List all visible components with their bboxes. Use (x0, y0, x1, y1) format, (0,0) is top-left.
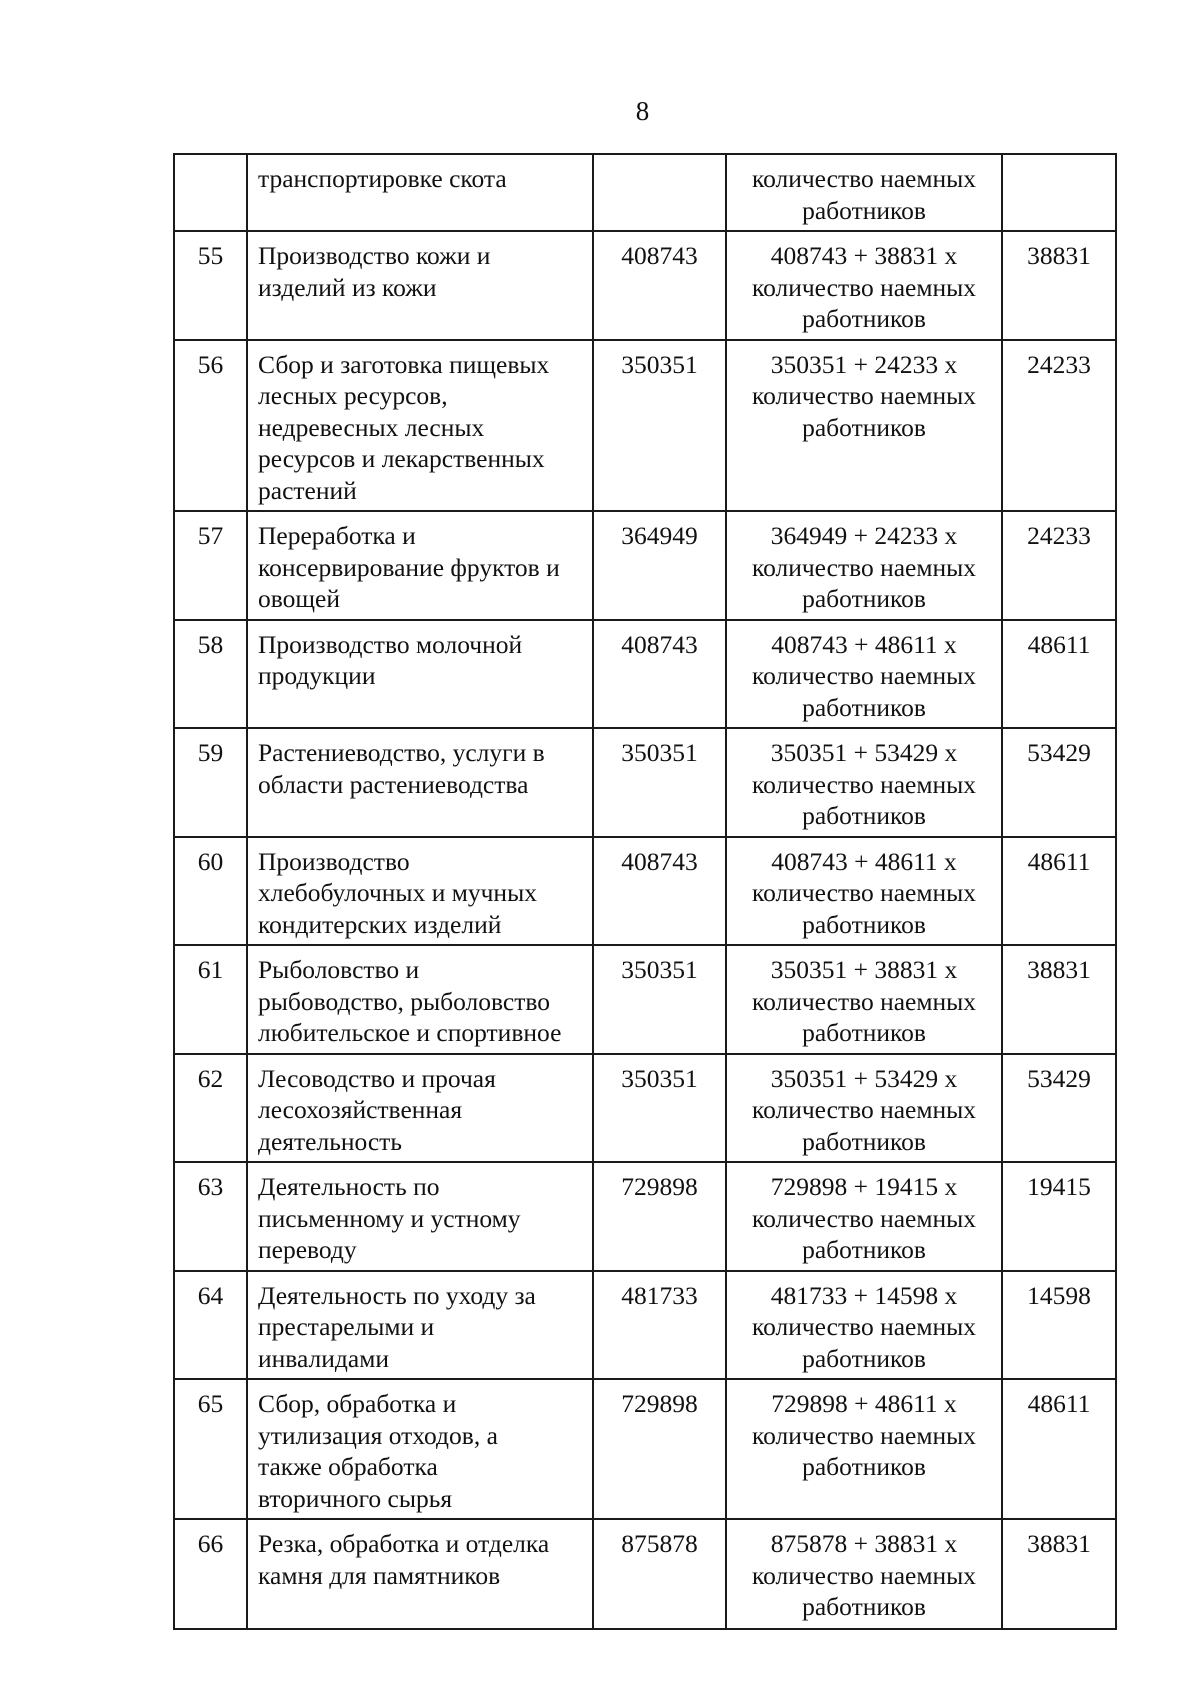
formula-workers-label: работников (802, 1343, 926, 1373)
activity-name-line: рыбоводство, рыболовство (258, 986, 551, 1016)
rate-value: 38831 (1002, 231, 1116, 340)
base-value: 408743 (593, 620, 726, 729)
activity-name-line: Лесоводство и прочая (258, 1063, 496, 1093)
table-row (174, 620, 1116, 729)
activity-name-line: продукции (258, 661, 376, 690)
activity-name-line: престарелыми и (258, 1312, 435, 1341)
row-number: 62 (174, 1054, 247, 1163)
row-number: 65 (174, 1379, 247, 1519)
formula-workers-label: количество наемных (751, 878, 977, 907)
activity-name-line: деятельность (258, 1126, 402, 1156)
formula-workers-label: работников (802, 1018, 926, 1047)
row-number: 56 (174, 340, 247, 512)
activity-name-line: письменному и устному (258, 1203, 521, 1233)
formula (726, 945, 1002, 1054)
formula-expression: 350351 + 53429 x (770, 738, 958, 767)
activity-name-line: Производство (258, 846, 410, 876)
formula-workers-label: количество наемных (751, 661, 977, 690)
activity-name (247, 1271, 593, 1380)
formula-expression: 408743 + 48611 x (771, 846, 957, 876)
activity-name-line: Деятельность по уходу за (258, 1280, 536, 1310)
rate-value: 24233 (1002, 511, 1116, 620)
activity-name-line: Сбор и заготовка пищевых (258, 349, 550, 379)
formula-expression: 350351 + 38831 x (770, 955, 958, 984)
formula (726, 728, 1002, 837)
activity-name-line: лесохозяйственная (258, 1095, 463, 1124)
rate-value (1002, 154, 1116, 231)
activity-name-line: переводу (258, 1235, 357, 1264)
table-row (174, 837, 1116, 946)
table-row (174, 1379, 1116, 1519)
formula-workers-label: работников (802, 909, 926, 939)
activity-name (247, 837, 593, 946)
activity-name-line: Сбор, обработка и (258, 1389, 457, 1418)
base-value: 408743 (593, 231, 726, 340)
formula-workers-label: количество наемных (751, 164, 977, 193)
table-row (174, 231, 1116, 340)
table-row (174, 945, 1116, 1054)
row-number: 66 (174, 1519, 247, 1629)
table-body (174, 154, 1116, 1629)
base-value: 875878 (593, 1519, 726, 1629)
activity-name-line: транспортировке скота (258, 164, 507, 193)
formula-expression: 481733 + 14598 x (770, 1280, 958, 1310)
formula-workers-label: количество наемных (751, 1560, 977, 1590)
base-value: 350351 (593, 340, 726, 512)
formula-workers-label: количество наемных (751, 381, 977, 410)
rate-value: 48611 (1002, 837, 1116, 946)
formula-expression: 408743 + 48611 x (771, 629, 957, 659)
formula-workers-label: работников (802, 801, 926, 830)
activity-name-line: области растениеводства (258, 769, 529, 799)
formula-workers-label: работников (802, 412, 926, 442)
base-value: 729898 (593, 1162, 726, 1271)
activity-name (247, 511, 593, 620)
formula (726, 511, 1002, 620)
row-number: 61 (174, 945, 247, 1054)
row-number: 64 (174, 1271, 247, 1380)
activity-name (247, 945, 593, 1054)
activity-name-line: Растениеводство, услуги в (258, 738, 545, 767)
base-value (593, 154, 726, 231)
formula-expression: 408743 + 38831 x (770, 241, 958, 270)
base-value: 408743 (593, 837, 726, 946)
activity-name (247, 1379, 593, 1519)
activity-name-line: также обработка (258, 1452, 438, 1481)
formula-expression: 350351 + 24233 x (770, 349, 958, 379)
activity-name (247, 231, 593, 340)
row-number (174, 154, 247, 231)
page-number: 8 (635, 96, 650, 126)
table-row (174, 154, 1116, 231)
rate-value: 48611 (1002, 1379, 1116, 1519)
activity-name-line: консервирование фруктов и (258, 552, 560, 582)
formula (726, 340, 1002, 512)
activity-name-line: утилизация отходов, а (258, 1420, 498, 1450)
row-number: 57 (174, 511, 247, 620)
activity-name-line: Производство кожи и (258, 241, 491, 270)
activity-name-line: ресурсов и лекарственных (258, 444, 545, 473)
formula-expression: 729898 + 19415 x (770, 1172, 958, 1201)
tariff-table (173, 153, 1117, 1630)
activity-name-line: камня для памятников (258, 1560, 501, 1590)
row-number: 59 (174, 728, 247, 837)
base-value: 481733 (593, 1271, 726, 1380)
formula-workers-label: работников (802, 304, 926, 333)
rate-value: 48611 (1002, 620, 1116, 729)
formula-expression: 350351 + 53429 x (770, 1063, 958, 1093)
formula-workers-label: работников (802, 1235, 926, 1264)
activity-name-line: изделий из кожи (258, 272, 437, 302)
formula-workers-label: количество наемных (751, 272, 977, 302)
activity-name-line: Рыболовство и (258, 955, 420, 984)
formula-workers-label: работников (802, 1452, 926, 1481)
row-number: 60 (174, 837, 247, 946)
row-number: 63 (174, 1162, 247, 1271)
activity-name-line: кондитерских изделий (258, 909, 502, 939)
activity-name-line: Резка, обработка и отделка (258, 1529, 550, 1558)
formula-workers-label: количество наемных (751, 986, 977, 1016)
rate-value: 38831 (1002, 1519, 1116, 1629)
activity-name-line: Производство молочной (258, 629, 523, 659)
formula (726, 231, 1002, 340)
formula-expression: 729898 + 48611 x (771, 1389, 957, 1418)
activity-name (247, 340, 593, 512)
formula-expression: 875878 + 38831 x (770, 1529, 958, 1558)
formula-workers-label: работников (802, 195, 926, 225)
activity-name-line: любительское и спортивное (258, 1018, 562, 1047)
rate-value: 24233 (1002, 340, 1116, 512)
table-row (174, 1054, 1116, 1163)
table-row (174, 340, 1116, 512)
activity-name-line: инвалидами (258, 1343, 389, 1373)
activity-name (247, 728, 593, 837)
table-row (174, 1271, 1116, 1380)
formula-workers-label: количество наемных (751, 1203, 977, 1233)
activity-name-line: Деятельность по (258, 1172, 440, 1201)
activity-name (247, 1162, 593, 1271)
activity-name-line: овощей (258, 584, 340, 613)
row-number: 58 (174, 620, 247, 729)
rate-value: 38831 (1002, 945, 1116, 1054)
formula-workers-label: количество наемных (751, 1095, 977, 1124)
base-value: 364949 (593, 511, 726, 620)
rate-value: 14598 (1002, 1271, 1116, 1380)
base-value: 350351 (593, 1054, 726, 1163)
table-row (174, 1162, 1116, 1271)
formula (726, 1519, 1002, 1629)
formula (726, 837, 1002, 946)
formula-workers-label: количество наемных (751, 769, 977, 799)
formula-workers-label: работников (802, 584, 926, 613)
formula (726, 1162, 1002, 1271)
activity-name-line: недревесных лесных (258, 412, 485, 442)
formula (726, 1054, 1002, 1163)
table-row (174, 511, 1116, 620)
activity-name-line: лесных ресурсов, (258, 381, 448, 410)
formula-workers-label: работников (802, 1592, 926, 1621)
table-row (174, 1519, 1116, 1629)
activity-name-line: хлебобулочных и мучных (258, 878, 537, 907)
activity-name-line: вторичного сырья (258, 1483, 453, 1513)
formula (726, 620, 1002, 729)
formula-expression: 364949 + 24233 x (770, 521, 958, 550)
activity-name (247, 1519, 593, 1629)
rate-value: 19415 (1002, 1162, 1116, 1271)
rate-value: 53429 (1002, 1054, 1116, 1163)
base-value: 350351 (593, 945, 726, 1054)
rate-value: 53429 (1002, 728, 1116, 837)
row-number: 55 (174, 231, 247, 340)
activity-name-line: растений (258, 475, 357, 505)
formula-workers-label: работников (802, 1126, 926, 1156)
base-value: 729898 (593, 1379, 726, 1519)
activity-name (247, 1054, 593, 1163)
base-value: 350351 (593, 728, 726, 837)
formula-workers-label: количество наемных (751, 1312, 977, 1341)
activity-name (247, 154, 593, 231)
formula-workers-label: количество наемных (751, 552, 977, 582)
formula-workers-label: количество наемных (751, 1420, 977, 1450)
formula-workers-label: работников (802, 692, 926, 722)
activity-name (247, 620, 593, 729)
formula (726, 1271, 1002, 1380)
table-row (174, 728, 1116, 837)
activity-name-line: Переработка и (258, 521, 416, 550)
formula (726, 154, 1002, 231)
formula (726, 1379, 1002, 1519)
